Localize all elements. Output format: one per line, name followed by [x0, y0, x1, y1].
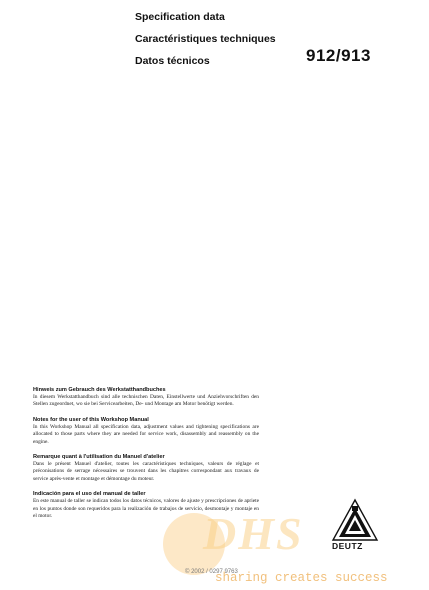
- watermark-brand: DHS: [203, 508, 304, 559]
- note-body: In this Workshop Manual all specification data, adjustment values and tightening specifications are allocated to those parts where they are needed for service work, disassembly and reassembly on the engine.: [33, 423, 259, 445]
- note-heading: Notes for the user of this Workshop Manual: [33, 416, 149, 423]
- note-heading: Hinweis zum Gebrauch des Werkstatthandbuches: [33, 387, 166, 393]
- note-body: In diesem Werkstatthandbuch sind alle technischen Daten, Einstellwerte und Anziehvorschriften den Stellen zugeordnet, wo sie bei Servicearbeiten, De- und Montage am Motor benötigt werden.: [33, 394, 259, 408]
- title-block: [135, 6, 276, 72]
- watermark-slogan: sharing creates success: [215, 571, 388, 585]
- note-french: [33, 453, 259, 483]
- note-body: En este manual de taller se indican todos los datos técnicos, valores de ajuste y prescripciones de apriete en los puntos donde son requeridos para la realización de trabajos de servicio, desmontaje y montaje en el motor.: [33, 498, 259, 520]
- copyright-text: © 2002 / 0297 9763: [185, 569, 238, 575]
- note-german: [33, 386, 259, 409]
- note-heading: Indicación para el uso del manual de taller: [33, 491, 146, 498]
- model-number: 912/913: [306, 46, 371, 65]
- note-english: [33, 416, 259, 446]
- title-french: Caractéristiques techniques: [135, 33, 276, 45]
- title-english: Specification data: [135, 11, 225, 23]
- note-heading: Remarque quant à l'utilisation du Manuel d'atelier: [33, 454, 165, 461]
- note-body: Dans le présent Manuel d'atelier, toutes les caractéristiques techniques, valeurs de réglage et préconisations de serrage nécessaires se trouvent dans les chapitres correspondant aux travaux de service après-vente et montage et démontage du moteur.: [33, 461, 259, 482]
- deutz-wordmark: DEUTZ: [332, 541, 363, 551]
- title-spanish: Datos técnicos: [135, 55, 210, 67]
